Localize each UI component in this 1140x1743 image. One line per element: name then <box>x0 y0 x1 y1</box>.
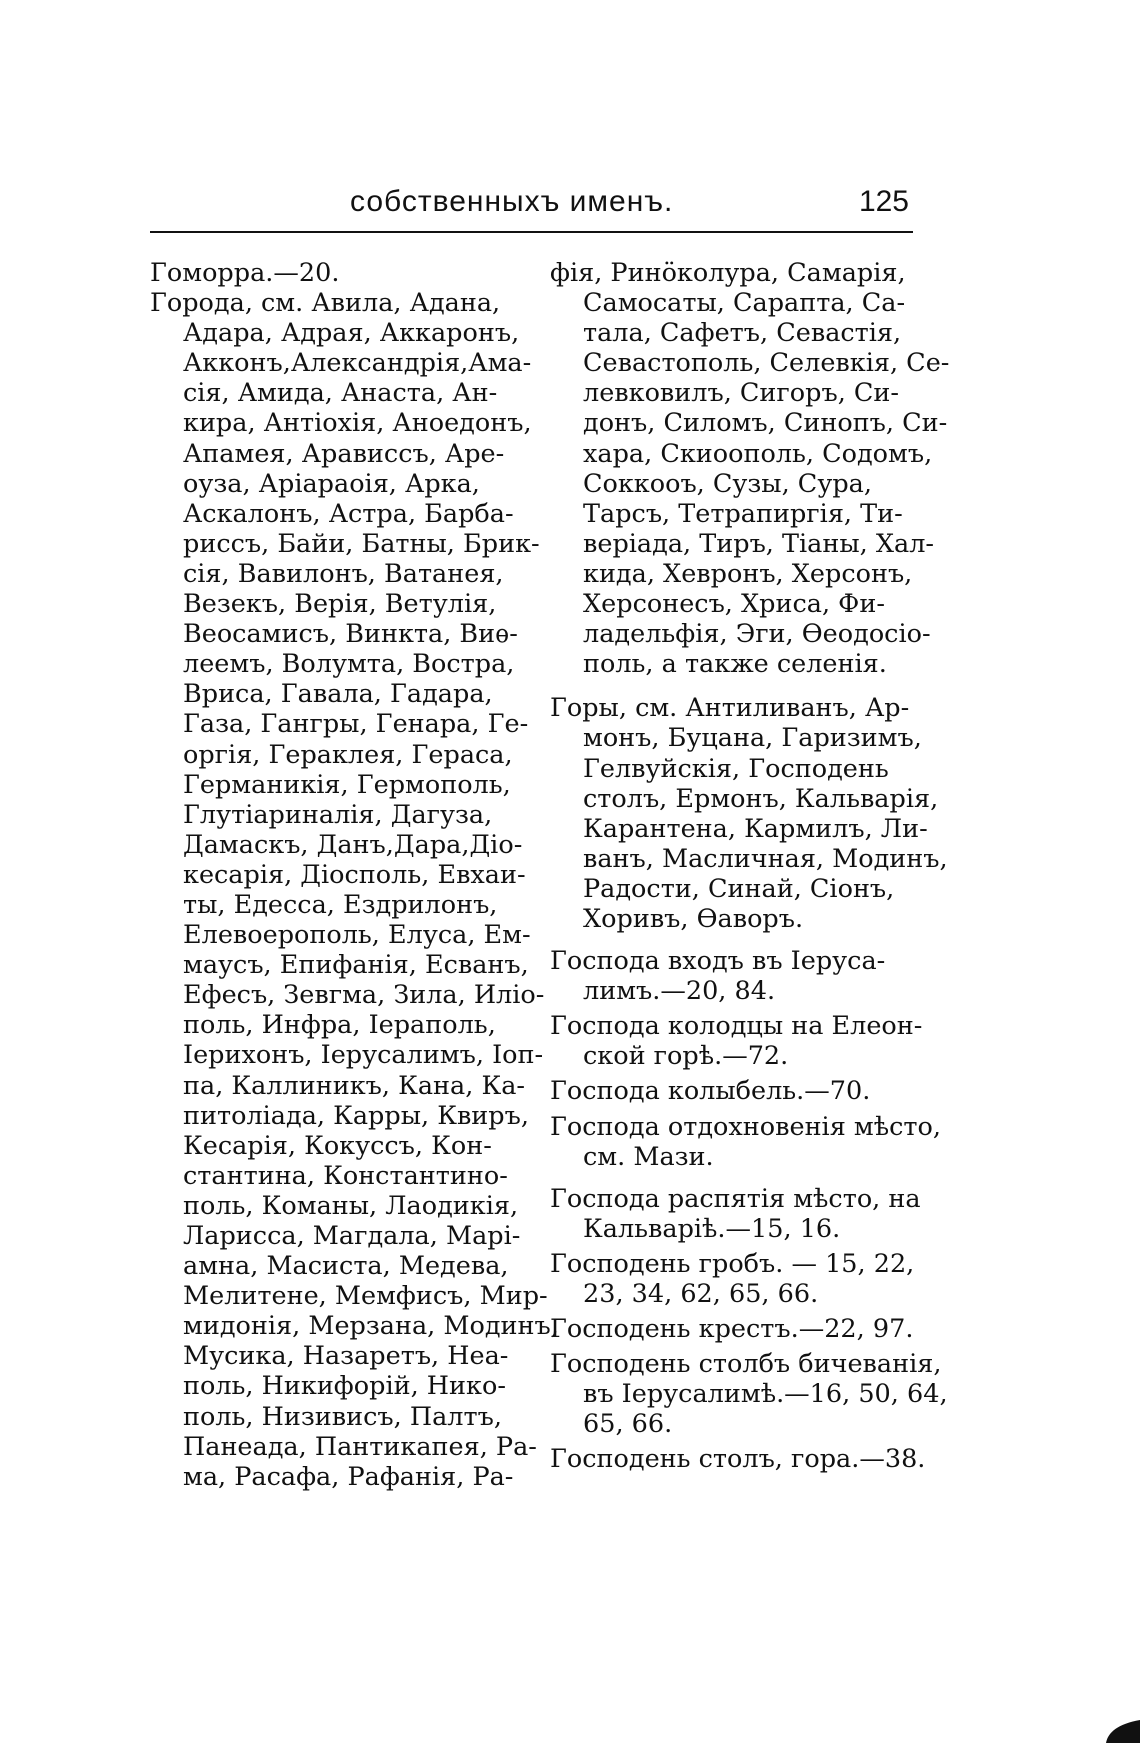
index-entry-line: Города, см. Авила, Адана, <box>150 288 501 319</box>
index-entry-line: Горы, см. Антиливанъ, Ар- <box>550 693 910 724</box>
index-entry-line: Ефесъ, Зевгма, Зила, Иліо- <box>183 980 545 1011</box>
index-entry-line: Панеада, Пантикапея, Ра- <box>183 1431 537 1462</box>
index-entry-line: риссъ, Байи, Батны, Брик- <box>183 528 540 559</box>
index-entry-line: Господень крестъ.—22, 97. <box>550 1314 914 1345</box>
index-entry-line: сія, Амида, Анаста, Ан- <box>183 378 498 409</box>
index-entry <box>550 1011 923 1072</box>
index-entry-line: столъ, Ермонъ, Кальварія, <box>583 783 939 814</box>
index-entry-line: Везекъ, Верія, Ветулія, <box>183 589 497 620</box>
index-entry-line: ма, Расафа, Рафанія, Ра- <box>183 1461 514 1492</box>
index-entry-line: стантина, Константино- <box>183 1160 508 1191</box>
index-entry <box>550 1076 920 1106</box>
index-entry-line: ты, Едесса, Ездрилонъ, <box>183 889 498 920</box>
index-entry-line: Гоморра.—20. <box>150 258 340 288</box>
index-entry-line: Германикія, Гермополь, <box>183 769 511 800</box>
index-entry-line: Апамея, Арависсъ, Аре- <box>183 438 505 469</box>
index-entry-line: Вриса, Гавала, Гадара, <box>183 679 493 710</box>
index-entry-line: поль, Низивисъ, Палтъ, <box>183 1401 502 1432</box>
index-entry-line: хара, Скиоополь, Содомъ, <box>583 438 933 469</box>
index-entry-line: сія, Вавилонъ, Ватанея, <box>183 558 504 589</box>
index-entry <box>550 1444 926 1475</box>
index-entry-line: Севастополь, Селевкія, Се- <box>583 348 950 379</box>
index-entry-line: поль, Команы, Лаодикія, <box>183 1190 519 1221</box>
index-entry-line: Гелвуйскія, Господень <box>583 753 889 784</box>
index-entry-line: Господа колыбель.—70. <box>550 1076 871 1107</box>
index-entry-line: ладельфія, Эги, Ѳеодосіо- <box>583 619 931 650</box>
page-number: 125 <box>858 185 909 218</box>
index-entry-line: питоліада, Карры, Квиръ, <box>183 1100 529 1131</box>
scan-corner-mark <box>1100 1714 1140 1743</box>
index-entry-line: Господа отдохновенія мѣсто, <box>550 1111 941 1142</box>
index-entry <box>550 946 920 1006</box>
index-entry <box>150 258 520 288</box>
index-entry-line: Херсонесъ, Хриса, Фи- <box>583 589 885 620</box>
index-entry-line: 65, 66. <box>583 1409 673 1440</box>
index-entry <box>150 288 559 1492</box>
index-entry <box>550 693 948 934</box>
index-entry <box>550 258 950 680</box>
index-entry-line: фія, Ринӧколура, Самарія, <box>550 258 906 288</box>
index-entry-line: Аскалонъ, Астра, Барба- <box>183 498 514 529</box>
index-entry-line: Веосамисъ, Винкта, Виѳ- <box>183 619 518 650</box>
index-entry-line: Мелитене, Мемфисъ, Мир- <box>183 1281 548 1312</box>
index-entry-line: Адара, Адрая, Аккаронъ, <box>183 318 520 349</box>
index-entry-line: Тарсъ, Тетрапиргія, Ти- <box>583 498 903 529</box>
index-entry-line: лимъ.—20, 84. <box>583 976 776 1007</box>
index-entry-line: Іерихонъ, Іерусалимъ, Іоп- <box>183 1040 544 1071</box>
index-entry-line: тала, Сафетъ, Севастія, <box>583 318 902 349</box>
index-entry-line: ванъ, Масличная, Модинъ, <box>583 843 948 874</box>
index-entry <box>550 1314 920 1344</box>
index-entry-line: Самосаты, Сарапта, Са- <box>583 288 906 319</box>
index-entry-line: Господень гробъ. — 15, 22, <box>550 1248 915 1279</box>
index-entry-line: Глутіариналія, Дагуза, <box>183 799 493 830</box>
index-entry-line: мидонія, Мерзана, Модинъ, <box>183 1311 559 1342</box>
index-entry-line: леемъ, Волумта, Востра, <box>183 649 515 680</box>
running-header <box>150 183 913 233</box>
index-entry <box>550 1349 948 1440</box>
index-entry-line: въ Іерусалимѣ.—16, 50, 64, <box>583 1379 948 1410</box>
index-entry-line: Ларисса, Магдала, Марі- <box>183 1221 521 1251</box>
index-entry-line: Радости, Синай, Сіонъ, <box>583 873 895 904</box>
index-entry-line: Господень столбъ бичеванія, <box>550 1349 942 1380</box>
index-entry-line: Хоривъ, Ѳаворъ. <box>583 903 804 934</box>
index-entry-line: Елевоерополь, Елуса, Ем- <box>183 920 531 951</box>
index-entry-line: веріада, Тиръ, Тіаны, Хал- <box>583 528 935 559</box>
index-entry-line: Газа, Гангры, Генара, Ге- <box>183 709 529 740</box>
index-entry-line: левковилъ, Сигоръ, Си- <box>583 378 900 409</box>
index-entry-line: поль, Никифорій, Нико- <box>183 1371 506 1402</box>
index-entry-line: монъ, Буцана, Гаризимъ, <box>583 723 922 754</box>
index-column-left <box>150 258 559 1492</box>
index-entry-line: донъ, Силомъ, Синопъ, Си- <box>583 408 948 439</box>
index-entry <box>550 1111 941 1172</box>
index-entry-line: Господа входъ въ Іеруса- <box>550 946 886 977</box>
index-entry-line: Кесарія, Кокуссъ, Кон- <box>183 1130 492 1161</box>
index-entry-line: ской горѣ.—72. <box>583 1041 789 1072</box>
index-entry-line: кесарія, Діосполь, Евхаи- <box>183 859 526 890</box>
index-entry <box>550 1249 920 1309</box>
index-entry-line: кира, Антіохія, Аноедонъ, <box>183 408 532 439</box>
index-entry-line: кида, Хевронъ, Херсонъ, <box>583 558 913 589</box>
index-entry-line: оуза, Аріараоія, Арка, <box>183 468 480 499</box>
index-entry-line: см. Мази. <box>583 1141 714 1172</box>
index-entry-line: поль, Инфра, Іераполь, <box>183 1010 496 1041</box>
index-entry-line: Господа колодцы на Елеон- <box>550 1011 923 1042</box>
index-entry-line: Акконъ,Александрія,Ама- <box>183 348 532 379</box>
index-entry-line: 23, 34, 62, 65, 66. <box>583 1279 819 1309</box>
index-entry-line: маусъ, Епифанія, Есванъ, <box>183 950 529 981</box>
index-entry-line: оргія, Гераклея, Гераса, <box>183 739 513 770</box>
index-entry-line: Кальваріѣ.—15, 16. <box>583 1213 841 1244</box>
index-entry-line: Господень столъ, гора.—38. <box>550 1444 926 1475</box>
index-entry-line: па, Каллиникъ, Кана, Ка- <box>183 1070 526 1101</box>
index-entry <box>550 1184 920 1244</box>
index-entry-line: поль, а также селенія. <box>583 649 887 680</box>
index-entry-line: Мусика, Назаретъ, Неа- <box>183 1341 509 1372</box>
index-entry-line: Карантена, Кармилъ, Ли- <box>583 813 928 844</box>
index-entry-line: Соккооъ, Сузы, Сура, <box>583 468 872 499</box>
index-entry-line: Господа распятія мѣсто, на <box>550 1183 921 1214</box>
running-title: собственныхъ именъ. <box>350 185 674 218</box>
index-entry-line: Дамаскъ, Данъ,Дара,Діо- <box>183 829 523 860</box>
index-entry-line: амна, Масиста, Медева, <box>183 1251 509 1282</box>
index-column-right <box>550 258 950 1475</box>
